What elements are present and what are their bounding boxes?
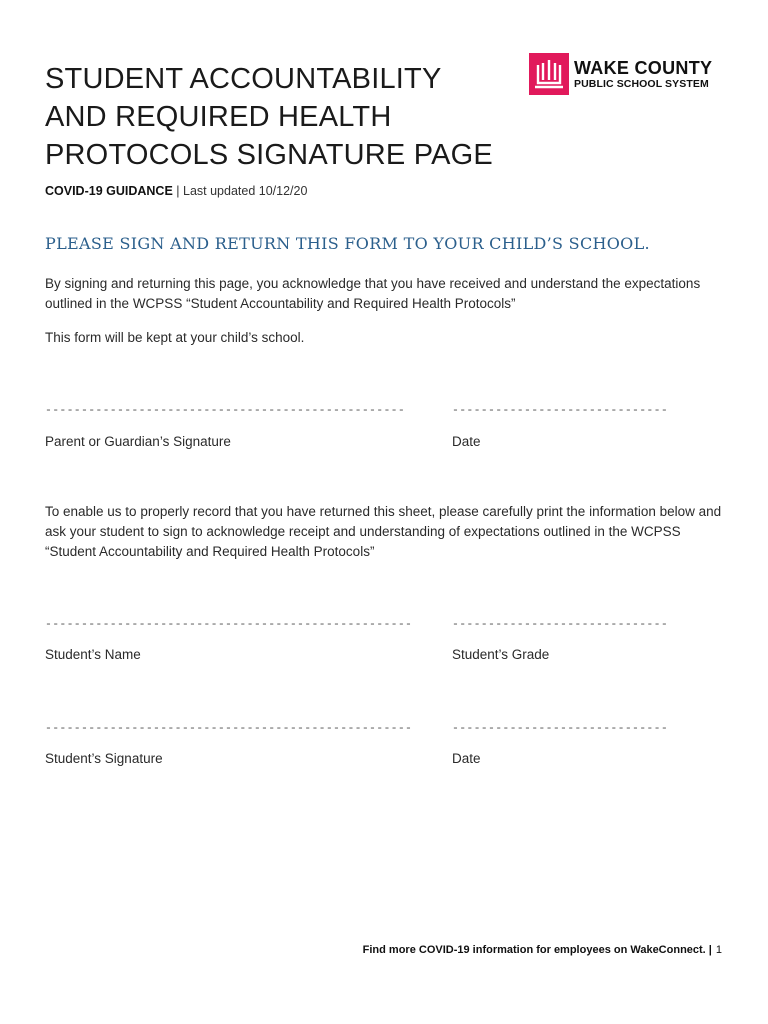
footer-text: Find more COVID-19 information for employees on WakeConnect. | (362, 944, 712, 956)
page-number: 1 (715, 944, 722, 956)
logo-text (574, 59, 712, 90)
student-grade-line: ------------------------------ (452, 618, 669, 631)
instruction-heading: PLEASE SIGN AND RETURN THIS FORM TO YOUR CHILD’S SCHOOL. (45, 234, 650, 253)
school-building-icon (529, 53, 569, 95)
student-name-label: Student’s Name (45, 647, 141, 662)
student-name-line: --------------------------------------------------- (45, 618, 413, 631)
student-signature-line: --------------------------------------------------- (45, 722, 413, 735)
date-label-2: Date (452, 751, 481, 766)
title-line-3: PROTOCOLS SIGNATURE PAGE (45, 139, 493, 171)
title-line-1: STUDENT ACCOUNTABILITY (45, 63, 442, 95)
title-line-2: AND REQUIRED HEALTH (45, 101, 392, 133)
last-updated: Last updated 10/12/20 (183, 184, 308, 198)
parent-signature-line: -------------------------------------------------- (45, 404, 406, 417)
guidance-subline (45, 184, 307, 198)
guidance-tag: COVID-19 GUIDANCE (45, 184, 173, 198)
date-line-2: ------------------------------ (452, 722, 669, 735)
student-grade-label: Student’s Grade (452, 647, 550, 662)
parent-signature-label: Parent or Guardian’s Signature (45, 434, 231, 449)
subline-separator: | (172, 184, 183, 198)
page-title (45, 60, 515, 174)
logo-line-1: WAKE COUNTY (574, 57, 713, 78)
wcpss-logo (529, 53, 712, 95)
record-paragraph: To enable us to properly record that you have returned this sheet, please carefully print the information below and ask your student to sign to acknowledge receipt and understanding of expectations outlined in the WCPSS “Student Accountability and Required Health Protocols” (45, 504, 722, 559)
logo-line-2: PUBLIC SCHOOL SYSTEM (574, 77, 709, 90)
kept-paragraph: This form will be kept at your child’s school. (45, 330, 305, 345)
acknowledge-paragraph: By signing and returning this page, you acknowledge that you have received and understand the expectations outlined in the WCPSS “Student Accountability and Required Health Protocols” (45, 276, 701, 311)
page-footer (363, 944, 722, 956)
date-label-1: Date (452, 434, 481, 449)
date-line-1: ------------------------------ (452, 404, 669, 417)
student-signature-label: Student’s Signature (45, 751, 163, 766)
